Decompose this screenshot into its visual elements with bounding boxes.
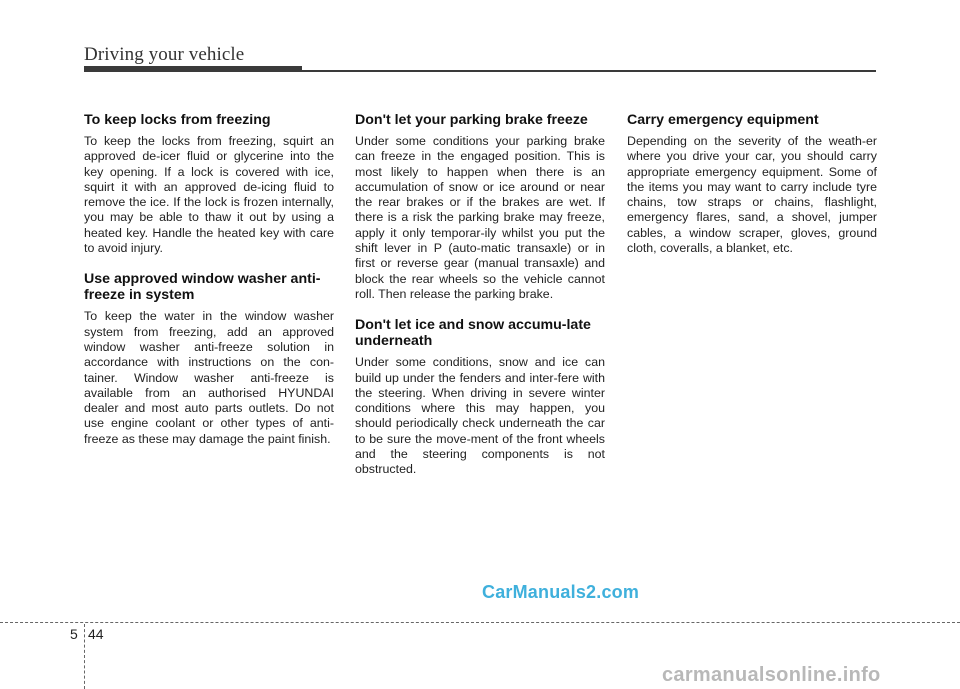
- column-middle: [355, 112, 605, 493]
- footer-site-watermark: carmanualsonline.info: [662, 664, 881, 686]
- heading-parking-brake: Don't let your parking brake freeze: [355, 112, 588, 128]
- header-bar-thin: [302, 70, 876, 72]
- column-left: [84, 112, 334, 462]
- body-washer: To keep the water in the window washer system from freezing, add an approved window washer anti-freeze solution in accordance with instructions on the con-tainer. Window washer anti-freeze is available from an authorised HYUNDAI dealer and most auto parts outlets. Do not use engine coolant or other types of anti-freeze as these may damage the paint finish.: [84, 309, 334, 446]
- column-right: [627, 112, 877, 271]
- heading-ice-snow: Don't let ice and snow accumu-late underneath: [355, 317, 591, 350]
- page-section-number: 5: [70, 626, 78, 642]
- heading-locks: To keep locks from freezing: [84, 112, 271, 128]
- heading-washer: Use approved window washer anti-freeze in system: [84, 271, 321, 304]
- footer-vertical-divider: [84, 624, 85, 689]
- body-parking-brake: Under some conditions your parking brake can freeze in the engaged position. This is most likely to happen when there is an accumulation of snow or ice around or near the rear brakes or if the brakes are wet. If there is a risk the parking brake may freeze, apply it only temporar-ily whilst you put the shift lever in P (auto-matic transaxle) or in first or reverse gear (manual transaxle) and block the rear wheels so the vehicle cannot roll. Then release the parking brake.: [355, 134, 605, 301]
- body-emergency: Depending on the severity of the weath-er where you drive your car, you should carry appropriate emergency equipment. Some of the items you may want to carry include tyre chains, tow straps or chains, flashlight, emergency flares, sand, a shovel, jumper cables, a window scraper, gloves, ground cloth, coveralls, a blanket, etc.: [627, 134, 877, 256]
- page-number: 44: [88, 626, 104, 642]
- heading-emergency: Carry emergency equipment: [627, 112, 819, 128]
- header-bar-thick: [84, 66, 302, 72]
- body-ice-snow: Under some conditions, snow and ice can build up under the fenders and inter-fere with the steering. When driving in severe winter conditions where this may happen, you should periodically check underneath the car to be sure the move-ment of the front wheels and the steering components is not obstructed.: [355, 355, 605, 477]
- footer-divider: [0, 622, 960, 623]
- watermark-link[interactable]: CarManuals2.com: [482, 582, 640, 602]
- page-header-title: Driving your vehicle: [84, 44, 245, 65]
- body-locks: To keep the locks from freezing, squirt an approved de-icer fluid or glycerine into the key opening. If a lock is covered with ice, squirt it with an approved de-icing fluid to remove the ice. If the lock is frozen internally, you may be able to thaw it out by using a heated key. Handle the heated key with care to avoid injury.: [84, 134, 334, 256]
